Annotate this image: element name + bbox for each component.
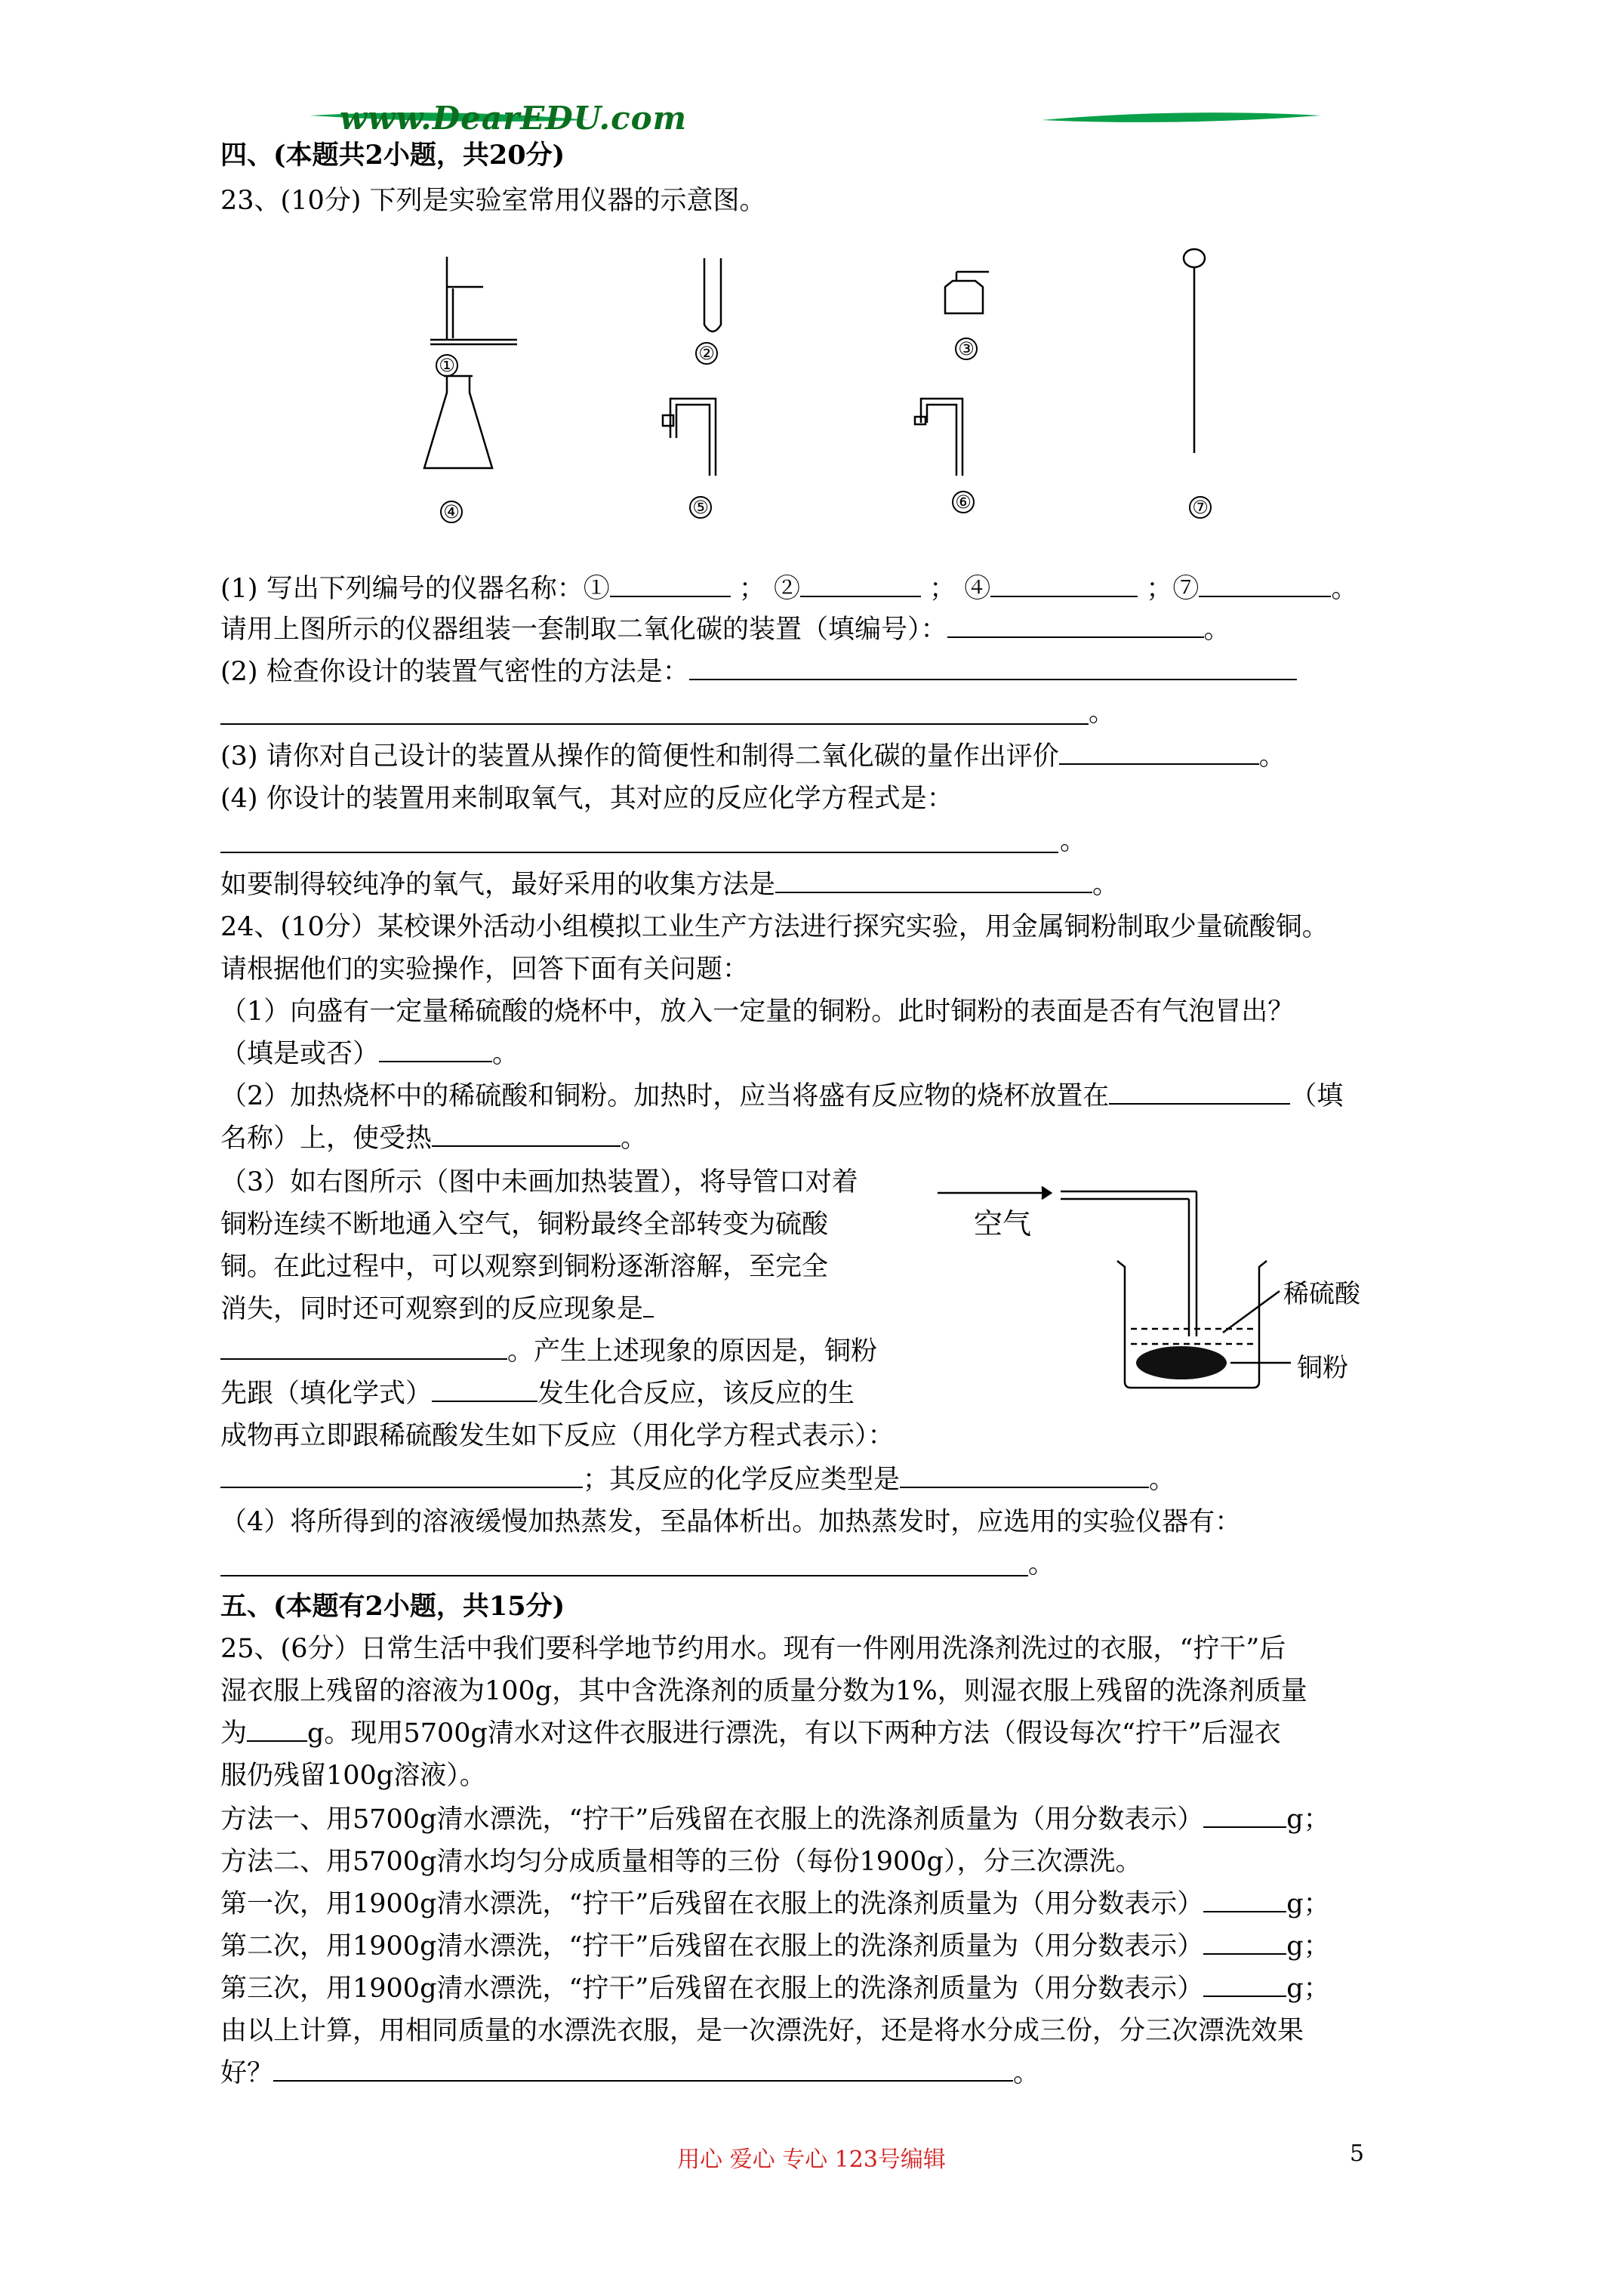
q23-part2-line [220,723,1089,725]
q25-rinse3: 第三次，用1900g清水漂洗，“拧干”后残留在衣服上的洗涤剂质量为（用分数表示） g； [220,1974,1330,2004]
q24-line3: （1）向盛有一定量稀硫酸的烧杯中，放入一定量的铜粉。此时铜粉的表面是否有气泡冒出？ [220,997,1295,1027]
q24-line2: 请根据他们的实验操作，回答下面有关问题： [220,954,750,985]
figure-label-copper: 铜粉 [1297,1353,1348,1383]
q25-conclusion-answer: 好？ 。 [220,2058,1040,2088]
q23-part4-line [220,852,1058,853]
figure-label-air: 空气 [974,1207,1032,1240]
q24-line10: 消失，同时还可观察到的反应现象是 [220,1293,654,1326]
q23-intro: 23、(10分) 下列是实验室常用仪器的示意图。 [220,186,766,216]
q24-line13: 成物再立即跟稀硫酸发生如下反应（用化学方程式表示）： [220,1421,895,1451]
q24-line16 [220,1575,1028,1576]
q24-line11: 。产生上述现象的原因是，铜粉 [220,1335,877,1368]
q23-part2: (2) 检查你设计的装置气密性的方法是： [220,655,1297,689]
label-4: ④ [443,501,460,522]
q24-line8: 铜粉连续不断地通入空气，铜粉最终全部转变为硫酸 [220,1210,829,1240]
q23-part5: 如要制得较纯净的氧气，最好采用的收集方法是 。 [220,870,1119,900]
q24-line4: （填是或否） 。 [220,1039,519,1069]
q24-line6: 名称）上，使受热 。 [220,1123,648,1154]
site-logo-text: www.DearEDU.com [339,100,688,137]
footer-text: 用心 爱心 专心 123号编辑 [677,2147,946,2173]
q24-line15: （4）将所得到的溶液缓慢加热蒸发，至晶体析出。加热蒸发时，应选用的实验仪器有： [220,1507,1242,1537]
q23-part4: (4) 你设计的装置用来制取氧气，其对应的反应化学方程式是： [220,784,953,814]
q25-method1: 方法一、用5700g清水漂洗，“拧干”后残留在衣服上的洗涤剂质量为（用分数表示） g； [220,1804,1330,1835]
section-5-title: 五、(本题有2小题，共15分) [220,1591,565,1622]
section-4-title: 四、(本题共2小题，共20分) [220,140,565,171]
q24-line7: （3）如右图所示（图中未画加热装置），将导管口对着 [220,1167,858,1197]
label-3: ③ [958,338,975,359]
figure-label-acid: 稀硫酸 [1283,1279,1360,1309]
label-7: ⑦ [1192,497,1209,518]
q25-rinse2: 第二次，用1900g清水漂洗，“拧干”后残留在衣服上的洗涤剂质量为（用分数表示） g； [220,1931,1330,1962]
label-2: ② [698,343,715,364]
q25-line2: 湿衣服上残留的溶液为100g，其中含洗涤剂的质量分数为1%，则湿衣服上残留的洗涤剂质量 [220,1676,1307,1706]
q23-part1: (1) 写出下列编号的仪器名称：① ； ② ； ④ ；⑦ 。 [220,574,1358,604]
q25-method2: 方法二、用5700g清水均匀分成质量相等的三份（每份1900g），分三次漂洗。 [220,1847,1142,1877]
label-5: ⑤ [692,497,709,518]
q23-part2-end: 。 [1089,698,1116,728]
q24-line5: （2）加热烧杯中的稀硫酸和铜粉。加热时，应当将盛有反应物的烧杯放置在 （填 [220,1081,1344,1111]
page-number: 5 [1350,2140,1365,2167]
label-6: ⑥ [955,492,972,513]
apparatus-figure [408,242,1283,529]
q24-line12: 先跟（填化学式） 发生化合反应，该反应的生 [220,1379,855,1409]
q24-line9: 铜。在此过程中，可以观察到铜粉逐渐溶解，至完全 [220,1252,829,1282]
q25-rinse1: 第一次，用1900g清水漂洗，“拧干”后残留在衣服上的洗涤剂质量为（用分数表示） g； [220,1889,1330,1919]
q25-line3: 为 g。现用5700g清水对这件衣服进行漂洗，有以下两种方法（假设每次“拧干”后湿衣 [220,1718,1281,1749]
q24-line16-end: 。 [1028,1549,1055,1579]
q25-conclusion: 由以上计算，用相同质量的水漂洗衣服，是一次漂洗好，还是将水分成三份，分三次漂洗效果 [220,2016,1304,2046]
q25-line4: 服仍残留100g溶液）。 [220,1761,486,1791]
q23-part4-end: 。 [1060,826,1087,856]
q25-line1: 25、(6分）日常生活中我们要科学地节约用水。现有一件刚用洗涤剂洗过的衣服，“拧干”后 [220,1634,1286,1664]
q24-line14: ；其反应的化学反应类型是 。 [220,1463,1175,1496]
q24-line1: 24、(10分）某校课外活动小组模拟工业生产方法进行探究实验，用金属铜粉制取少量硫酸铜。 [220,912,1329,942]
label-1: ① [439,355,455,376]
q23-part1-assembly: 请用上图所示的仪器组装一套制取二氧化碳的装置（填编号）： 。 [220,615,1230,645]
q23-part3: (3) 请你对自己设计的装置从操作的简便性和制得二氧化碳的量作出评价 。 [220,741,1286,772]
